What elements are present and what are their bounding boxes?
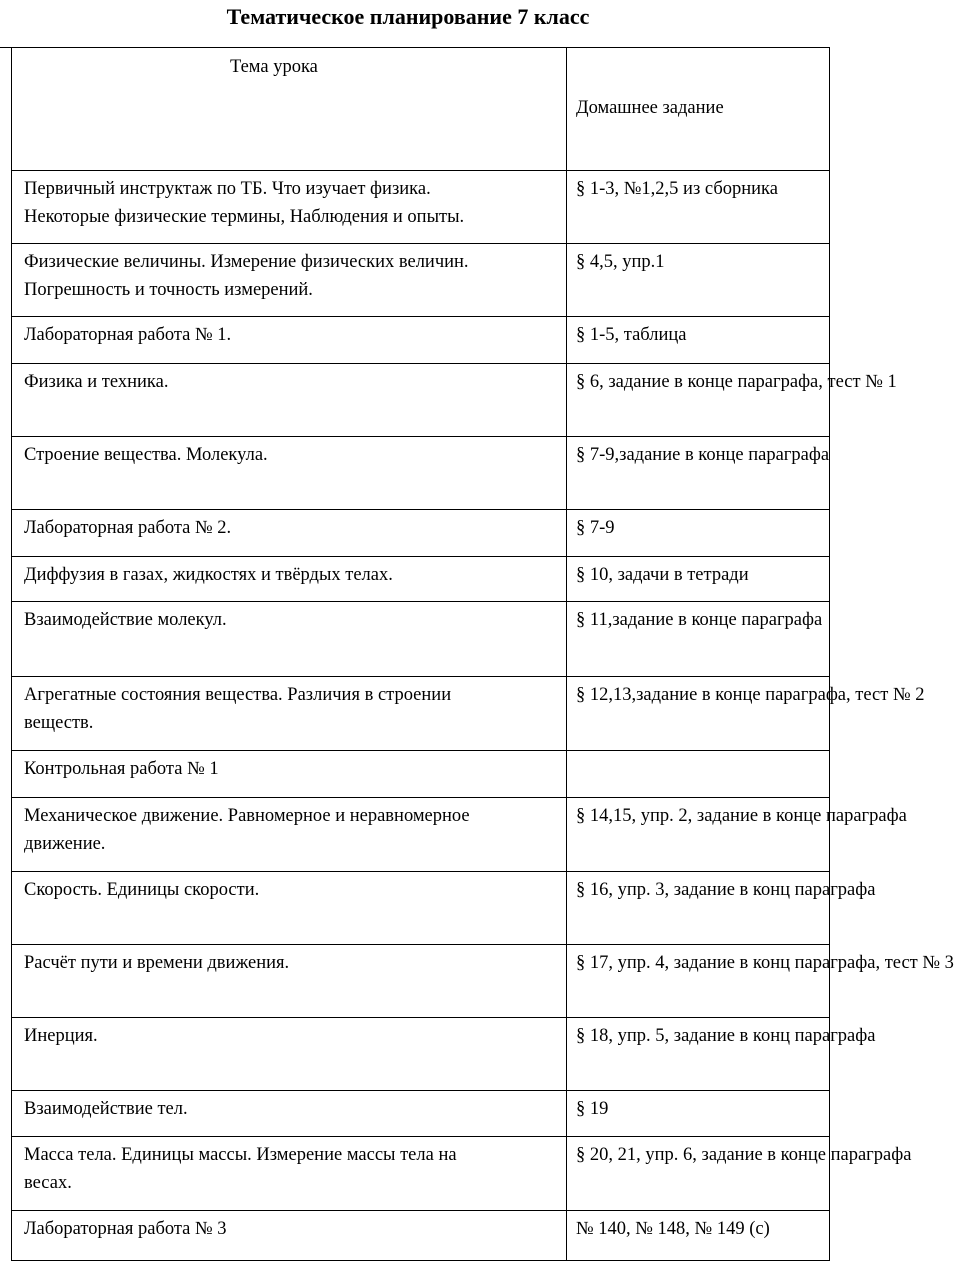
table-row — [12, 872, 830, 945]
topic-cell: Физические величины. Измерение физических величин. Погрешность и точность измерений. — [12, 244, 567, 317]
topic-cell: Лабораторная работа № 3 — [12, 1211, 567, 1261]
table-row — [12, 798, 830, 872]
table-row — [12, 1018, 830, 1091]
topic-cell: Контрольная работа № 1 — [12, 751, 567, 798]
table-row — [12, 677, 830, 751]
homework-cell — [567, 751, 830, 798]
table-row — [12, 751, 830, 798]
table-row — [12, 510, 830, 557]
topic-cell: Взаимодействие молекул. — [12, 602, 567, 677]
table-row — [12, 171, 830, 244]
homework-cell: § 19 — [567, 1091, 830, 1137]
topic-cell: Инерция. — [12, 1018, 567, 1091]
homework-cell: § 16, упр. 3, задание в конц параграфа — [567, 872, 830, 945]
homework-cell: § 4,5, упр.1 — [567, 244, 830, 317]
topic-cell: Механическое движение. Равномерное и неравномерное движение. — [12, 798, 567, 872]
homework-cell: § 20, 21, упр. 6, задание в конце параграфа — [567, 1137, 830, 1211]
header-topic: Тема урока — [12, 48, 567, 171]
homework-cell: № 140, № 148, № 149 (с) — [567, 1211, 830, 1261]
table-row — [12, 1091, 830, 1137]
homework-cell: § 1-3, №1,2,5 из сборника — [567, 171, 830, 244]
topic-cell: Диффузия в газах, жидкостях и твёрдых телах. — [12, 557, 567, 602]
homework-cell: § 10, задачи в тетради — [567, 557, 830, 602]
topic-cell: Физика и техника. — [12, 364, 567, 437]
homework-cell: § 17, упр. 4, задание в конц параграфа, тест № 3 — [567, 945, 830, 1018]
topic-cell: Первичный инструктаж по ТБ. Что изучает физика. Некоторые физические термины, Наблюдения и опыты. — [12, 171, 567, 244]
topic-cell: Строение вещества. Молекула. — [12, 437, 567, 510]
homework-cell: § 12,13,задание в конце параграфа, тест № 2 — [567, 677, 830, 751]
table-row — [12, 602, 830, 677]
homework-cell: § 7-9,задание в конце параграфа — [567, 437, 830, 510]
topic-cell: Лабораторная работа № 2. — [12, 510, 567, 557]
page-title: Тематическое планирование 7 класс — [226, 4, 590, 29]
table-row — [12, 244, 830, 317]
homework-cell: § 1-5, таблица — [567, 317, 830, 364]
table-row — [12, 317, 830, 364]
table-row — [12, 557, 830, 602]
table-row — [12, 945, 830, 1018]
table-row — [12, 1137, 830, 1211]
homework-cell: § 7-9 — [567, 510, 830, 557]
plan-table — [11, 47, 954, 1261]
table-row — [12, 364, 830, 437]
homework-cell: § 6, задание в конце параграфа, тест № 1 — [567, 364, 830, 437]
topic-cell: Скорость. Единицы скорости. — [12, 872, 567, 945]
homework-cell: § 11,задание в конце параграфа — [567, 602, 830, 677]
topic-cell: Взаимодействие тел. — [12, 1091, 567, 1137]
topic-cell: Расчёт пути и времени движения. — [12, 945, 567, 1018]
homework-cell: § 14,15, упр. 2, задание в конце параграфа — [567, 798, 830, 872]
topic-cell: Лабораторная работа № 1. — [12, 317, 567, 364]
homework-cell: § 18, упр. 5, задание в конц параграфа — [567, 1018, 830, 1091]
header-homework: Домашнее задание — [567, 48, 830, 171]
topic-cell: Агрегатные состояния вещества. Различия в строении веществ. — [12, 677, 567, 751]
table-header-row — [12, 48, 830, 171]
table-row — [12, 1211, 830, 1261]
topic-cell: Масса тела. Единицы массы. Измерение массы тела на весах. — [12, 1137, 567, 1211]
table-row — [12, 437, 830, 510]
